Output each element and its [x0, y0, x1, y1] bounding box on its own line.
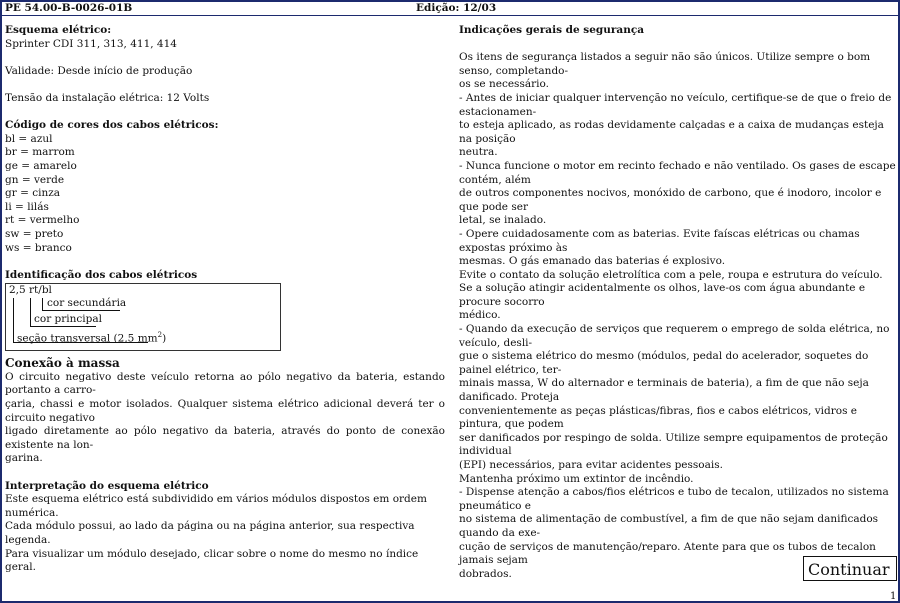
interp-paragraph: Este esquema elétrico está subdividido em vários módulos dispostos em ordem numérica. Cada módulo possui, ao lado da página ou na página anterior, sua respectiva legenda. Para visualizar um módulo desejado, clicar sobre o nome do mesmo no índice geral.	[5, 493, 427, 574]
safety-title: Indicações gerais de segurança	[459, 24, 645, 36]
ground-paragraph: O circuito negativo deste veículo retorna ao pólo negativo da bateria, estando portanto a carro- çaria, chassi e motor isolados. Qualquer sistema elétrico adicional deverá ter o circuito negativo ligado diretamente ao pólo negativo da bateria, através do ponto de conexão existente na lon- garina.	[5, 370, 445, 465]
color-code-title: Código de cores dos cabos elétricos:	[5, 119, 219, 132]
primary-color-label: cor principal	[34, 313, 102, 326]
cross-section-label: seção transversal (2,5 $mm^2$)	[17, 331, 167, 345]
color-item: li = lilás	[5, 200, 49, 213]
secondary-color-label: cor secundária	[47, 297, 127, 310]
left-column	[5, 24, 445, 575]
right-column	[459, 24, 899, 581]
cable-id-title: Identificação dos cabos elétricos	[5, 268, 198, 281]
color-item: br = marrom	[5, 146, 75, 159]
validity-text: Validade: Desde início de produção	[5, 64, 193, 77]
color-item: ws = branco	[5, 241, 72, 254]
interp-title: Interpretação do esquema elétrico	[5, 479, 209, 492]
color-item: bl = azul	[5, 132, 53, 145]
document-id: PE 54.00-B-0026-01B	[5, 2, 133, 14]
color-item: gn = verde	[5, 173, 65, 186]
schema-title: Esquema elétrico:	[5, 24, 112, 36]
bracket-line	[42, 298, 43, 310]
safety-paragraph: Os itens de segurança listados a seguir não são únicos. Utilize sempre o bom senso, completando- os se necessário. - Antes de iniciar qualquer intervenção no veículo, certifique-se de que o freio de estacionamen- to esteja aplicado, as rodas devidamente calçadas e a caixa de mudanças esteja na posição neutra. - Nunca funcione o motor em recinto fechado e não ventilado. Os gases de escape contém, além de outros componentes nocivos, monóxido de carbono, que é inodoro, incolor e que pode ser letal, se inalado. - Opere cuidadosamente com as baterias. Evite faíscas elétricas ou chamas expostas próximo às mesmas. O gás emanado das baterias é explosivo. Evite o contato da solução eletrolítica com a pele, roupa e estrutura do veículo. Se a solução atingir acidentalmente os olhos, lave-os com água abundante e procure socorro médico. - Quando da execução de serviços que requerem o emprego de solda elétrica, no veículo, desli- gue o sistema elétrico do mesmo (módulos, pedal do acelerador, soquetes do painel elétrico, ter- minais massa, W do alternador e terminais de bateria), a fim de que não seja danificado. Proteja convenientemente as peças plásticas/fibras, fios e cabos elétricos, vidros e pintura, que podem ser danificados por respingo de solda. Utilize sempre equipamentos de proteção individual (EPI) necessários, para evitar acidentes pessoais. Mantenha próximo um extintor de incêndio. - Dispense atenção a cabos/fios elétricos e tubo de tecalon, utilizados no sistema pneumático e no sistema de alimentação de combustível, a fim de que não sejam danificados quando da exe- cução de serviços de manutenção/reparo. Atente para que os tubos de tecalon jamais sejam dobrados.	[459, 51, 896, 580]
color-item: rt = vermelho	[5, 214, 80, 227]
edition-label: Edição: 12/03	[416, 2, 497, 14]
models-text: Sprinter CDI 311, 313, 411, 414	[5, 37, 177, 50]
continue-button[interactable]: Continuar	[803, 556, 897, 581]
bracket-line	[13, 298, 14, 342]
color-item: gr = cinza	[5, 187, 61, 200]
cable-example-label: 2,5 rt/bl	[9, 284, 52, 297]
color-item: ge = amarelo	[5, 159, 77, 172]
color-item: sw = preto	[5, 227, 64, 240]
voltage-text: Tensão da instalação elétrica: 12 Volts	[5, 91, 210, 104]
ground-title: Conexão à massa	[5, 356, 120, 371]
document-header	[2, 2, 898, 16]
cable-id-diagram	[5, 283, 281, 351]
bracket-line	[30, 298, 31, 326]
color-code-list	[5, 133, 445, 255]
page-number: 1	[890, 591, 897, 602]
